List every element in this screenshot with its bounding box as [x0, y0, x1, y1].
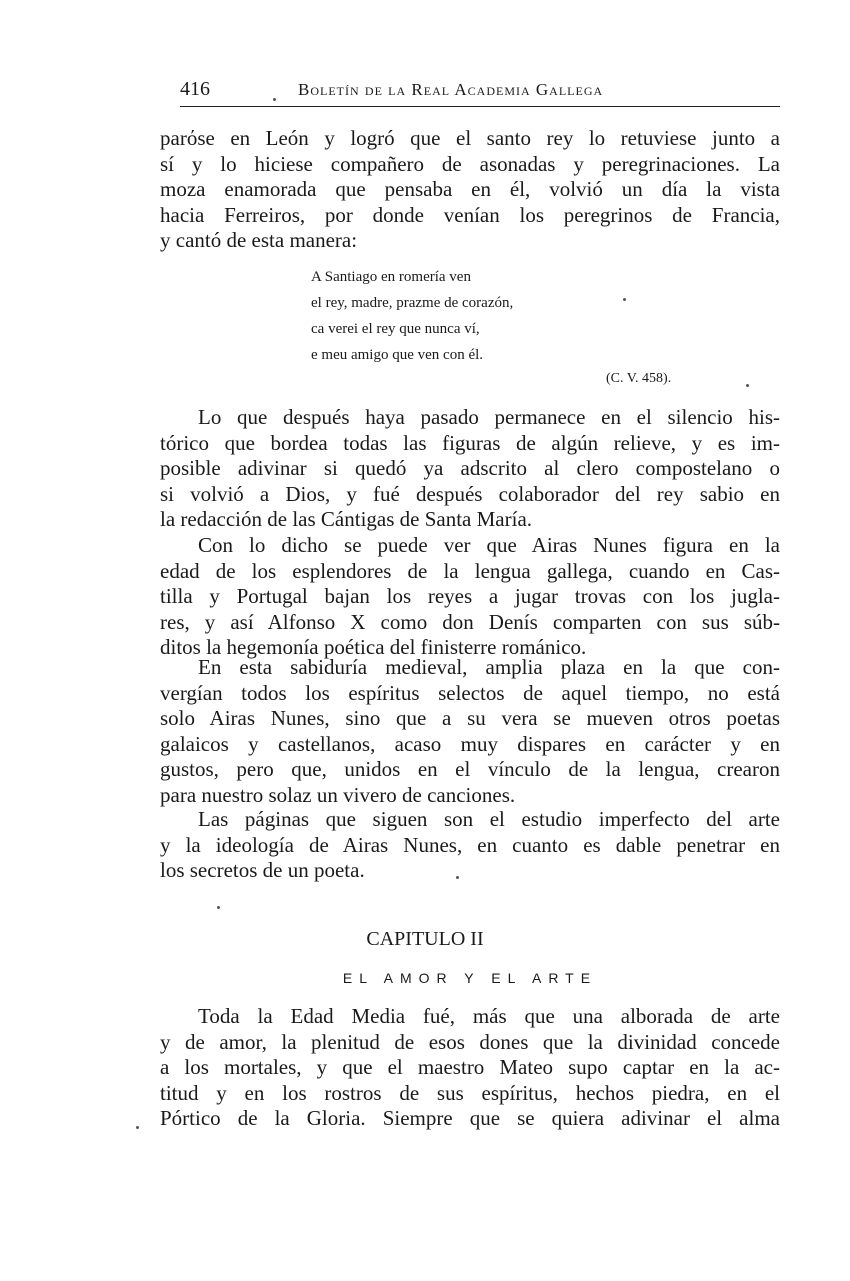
text-line: si volvió a Dios, y fué después colaborador del rey sabio en [160, 481, 780, 506]
text-line: Toda la Edad Media fué, más que una alborada de arte [198, 1004, 780, 1028]
paragraph-study [160, 807, 780, 884]
verse-line: ca verei el rey que nunca ví, [311, 321, 480, 337]
page-header [180, 76, 780, 107]
verse-line: A Santiago en romería ven [311, 269, 471, 285]
scan-speck [217, 906, 220, 909]
verse-line: e meu amigo que ven con él. [311, 347, 484, 363]
text-line: sí y lo hiciese compañero de asonadas y peregrinaciones. La [160, 151, 780, 176]
scan-speck [136, 1126, 139, 1129]
text-line: y la ideología de Airas Nunes, en cuanto es dable penetrar en [160, 832, 780, 857]
scan-speck [273, 98, 276, 101]
paragraph-era [160, 533, 780, 661]
text-line: galaicos y castellanos, acaso muy dispares en carácter y en [160, 731, 780, 756]
paragraph-edad-media [160, 1004, 780, 1132]
text-line: edad de los esplendores de la lengua gallega, cuando en Cas- [160, 558, 780, 583]
text-line: la redacción de las Cántigas de Santa María. [160, 507, 533, 532]
verse-quote [311, 264, 513, 368]
text-line: En esta sabiduría medieval, amplia plaza en la que con- [198, 655, 780, 679]
chapter-subtitle: EL AMOR Y EL ARTE [342, 970, 598, 986]
text-line: Las páginas que siguen son el estudio imperfecto del arte [198, 807, 780, 831]
text-line: y de amor, la plenitud de esos dones que la divinidad concede [160, 1029, 780, 1054]
text-line: tilla y Portugal bajan los reyes a jugar trovas con los jugla- [160, 584, 780, 609]
paragraph-history [160, 405, 780, 533]
text-line: tórico que bordea todas las figuras de algún relieve, y es im- [160, 430, 780, 455]
text-line: Lo que después haya pasado permanece en el silencio his- [198, 405, 780, 429]
paragraph-intro [160, 126, 780, 254]
running-head: Boletín de la Real Academia Gallega [298, 80, 604, 99]
text-line: titud y en los rostros de sus espíritus, hechos piedra, en el [160, 1080, 780, 1105]
text-line: parόse en León y logró que el santo rey lo retuviese junto a [160, 126, 780, 150]
text-line: Pórtico de la Gloria. Siempre que se quiera adivinar el alma [160, 1106, 780, 1131]
text-line: res, y así Alfonso X como don Denís comparten con sus súb- [160, 609, 780, 634]
text-line: posible adivinar si quedó ya adscrito al clero compostelano o [160, 456, 780, 481]
text-line: Con lo dicho se puede ver que Airas Nunes figura en la [198, 533, 780, 557]
text-line: moza enamorada que pensaba en él, volvió un día la vista [160, 177, 780, 202]
scan-speck [456, 876, 459, 879]
text-line: ditos la hegemonía poética del finisterre románico. [160, 635, 587, 660]
verse-citation: (C. V. 458). [606, 371, 672, 386]
text-line: gustos, pero que, unidos en el vínculo de la lengua, crearon [160, 757, 780, 782]
paragraph-poets [160, 655, 780, 809]
verse-line: el rey, madre, prazme de corazón, [311, 295, 514, 311]
scan-speck [746, 384, 749, 387]
text-line: a los mortales, y que el maestro Mateo supo captar en la ac- [160, 1055, 780, 1080]
chapter-title: CAPITULO II [366, 928, 484, 950]
text-line: vergían todos los espíritus selectos de aquel tiempo, no está [160, 680, 780, 705]
text-line: y cantó de esta manera: [160, 228, 358, 253]
scan-speck [623, 298, 626, 301]
text-line: hacia Ferreiros, por donde venían los peregrinos de Francia, [160, 202, 780, 227]
text-line: para nuestro solaz un vivero de canciones. [160, 782, 516, 807]
text-line: los secretos de un poeta. [160, 858, 365, 883]
text-line: solo Airas Nunes, sino que a su vera se mueven otros poetas [160, 706, 780, 731]
page-number: 416 [180, 78, 210, 100]
